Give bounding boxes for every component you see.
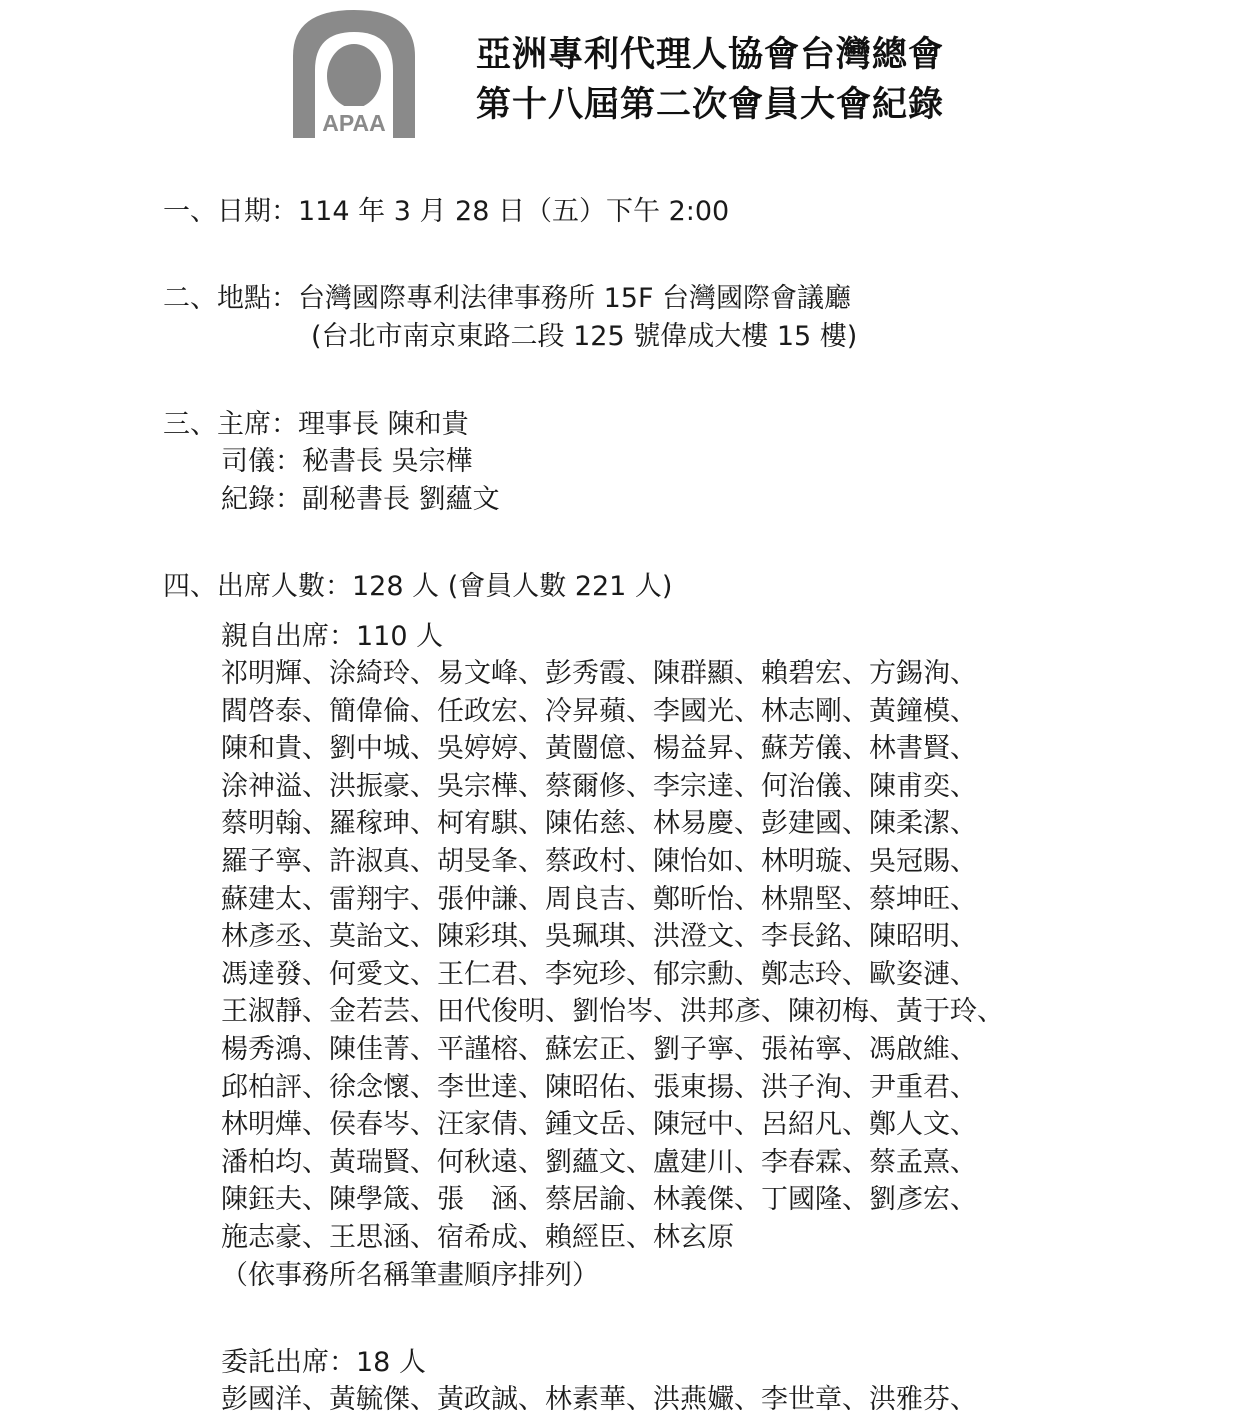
name-row: 王淑靜、金若芸、田代俊明、劉怡岑、洪邦彥、陳初梅、黃于玲、 xyxy=(221,996,1004,1028)
meeting-place: 二、地點：台灣國際專利法律事務所 15F 台灣國際會議廳 xyxy=(163,283,852,314)
name-row: 林明燁、侯春岑、汪家倩、鍾文岳、陳冠中、呂紹凡、鄭人文、 xyxy=(221,1109,977,1141)
meeting-date: 一、日期：114 年 3 月 28 日（五）下午 2:00 xyxy=(163,196,730,227)
in-person-name-list xyxy=(221,655,1004,1294)
name-row: 羅子寧、許淑真、胡旻夆、蔡政村、陳怡如、林明璇、吳冠賜、 xyxy=(221,845,977,877)
name-row: 陳和貴、劉中城、吳婷婷、黃闓億、楊益昇、蘇芳儀、林書賢、 xyxy=(221,733,977,765)
name-row: 施志豪、王思涵、宿希成、賴經臣、林玄原 xyxy=(221,1221,734,1253)
name-row: 涂神溢、洪振豪、吳宗樺、蔡爾修、李宗達、何治儀、陳甫奕、 xyxy=(221,770,977,802)
title-line-2: 第十八屆第二次會員大會紀錄 xyxy=(476,85,945,125)
meeting-recorder: 紀錄：副秘書長 劉蘊文 xyxy=(221,484,500,515)
name-row: 潘柏均、黃瑞賢、何秋遠、劉蘊文、盧建川、李春霖、蔡孟熹、 xyxy=(221,1146,977,1178)
proxy-name-row: 彭國洋、黃毓傑、黃政誠、林素華、洪燕孍、李世章、洪雅芬、 xyxy=(221,1384,977,1415)
proxy-count: 委託出席：18 人 xyxy=(221,1347,426,1378)
name-row: 馮達發、何愛文、王仁君、李宛珍、郁宗勳、鄭志玲、歐姿漣、 xyxy=(221,958,977,990)
name-row: 邱柏評、徐念懷、李世達、陳昭佑、張東揚、洪子洵、尹重君、 xyxy=(221,1071,977,1103)
title-line-1: 亞洲專利代理人協會台灣總會 xyxy=(476,35,945,75)
meeting-chair: 三、主席：理事長 陳和貴 xyxy=(163,409,469,440)
meeting-address: (台北市南京東路二段 125 號偉成大樓 15 樓) xyxy=(311,321,858,352)
name-row: 楊秀鴻、陳佳菁、平謹榕、蘇宏正、劉子寧、張祐寧、馮啟維、 xyxy=(221,1033,977,1065)
name-row: 蔡明翰、羅稼珅、柯宥騏、陳佑慈、林易慶、彭建國、陳柔潔、 xyxy=(221,808,977,840)
in-person-count: 親自出席：110 人 xyxy=(221,621,444,652)
name-row: 祁明輝、涂綺玲、易文峰、彭秀霞、陳群顯、賴碧宏、方錫洵、 xyxy=(221,658,977,689)
document-title xyxy=(476,30,944,130)
name-row: 林彥丞、莫詒文、陳彩琪、吳珮琪、洪澄文、李長銘、陳昭明、 xyxy=(221,921,977,953)
meeting-mc: 司儀：秘書長 吳宗樺 xyxy=(221,446,473,477)
name-row: 閻啓泰、簡偉倫、任政宏、冷昇蘋、李國光、林志剛、黃鐘模、 xyxy=(221,695,977,727)
apaa-logo xyxy=(291,8,417,138)
name-row: 蘇建太、雷翔宇、張仲謙、周良吉、鄭昕怡、林鼎堅、蔡坤旺、 xyxy=(221,883,977,915)
logo-text: APAA xyxy=(322,110,386,136)
attendance-count: 四、出席人數：128 人 (會員人數 221 人) xyxy=(163,571,673,602)
order-note: （依事務所名稱筆畫順序排列） xyxy=(221,1259,599,1291)
name-row: 陳鈺夫、陳學箴、張 涵、蔡居諭、林義傑、丁國隆、劉彥宏、 xyxy=(221,1184,977,1216)
